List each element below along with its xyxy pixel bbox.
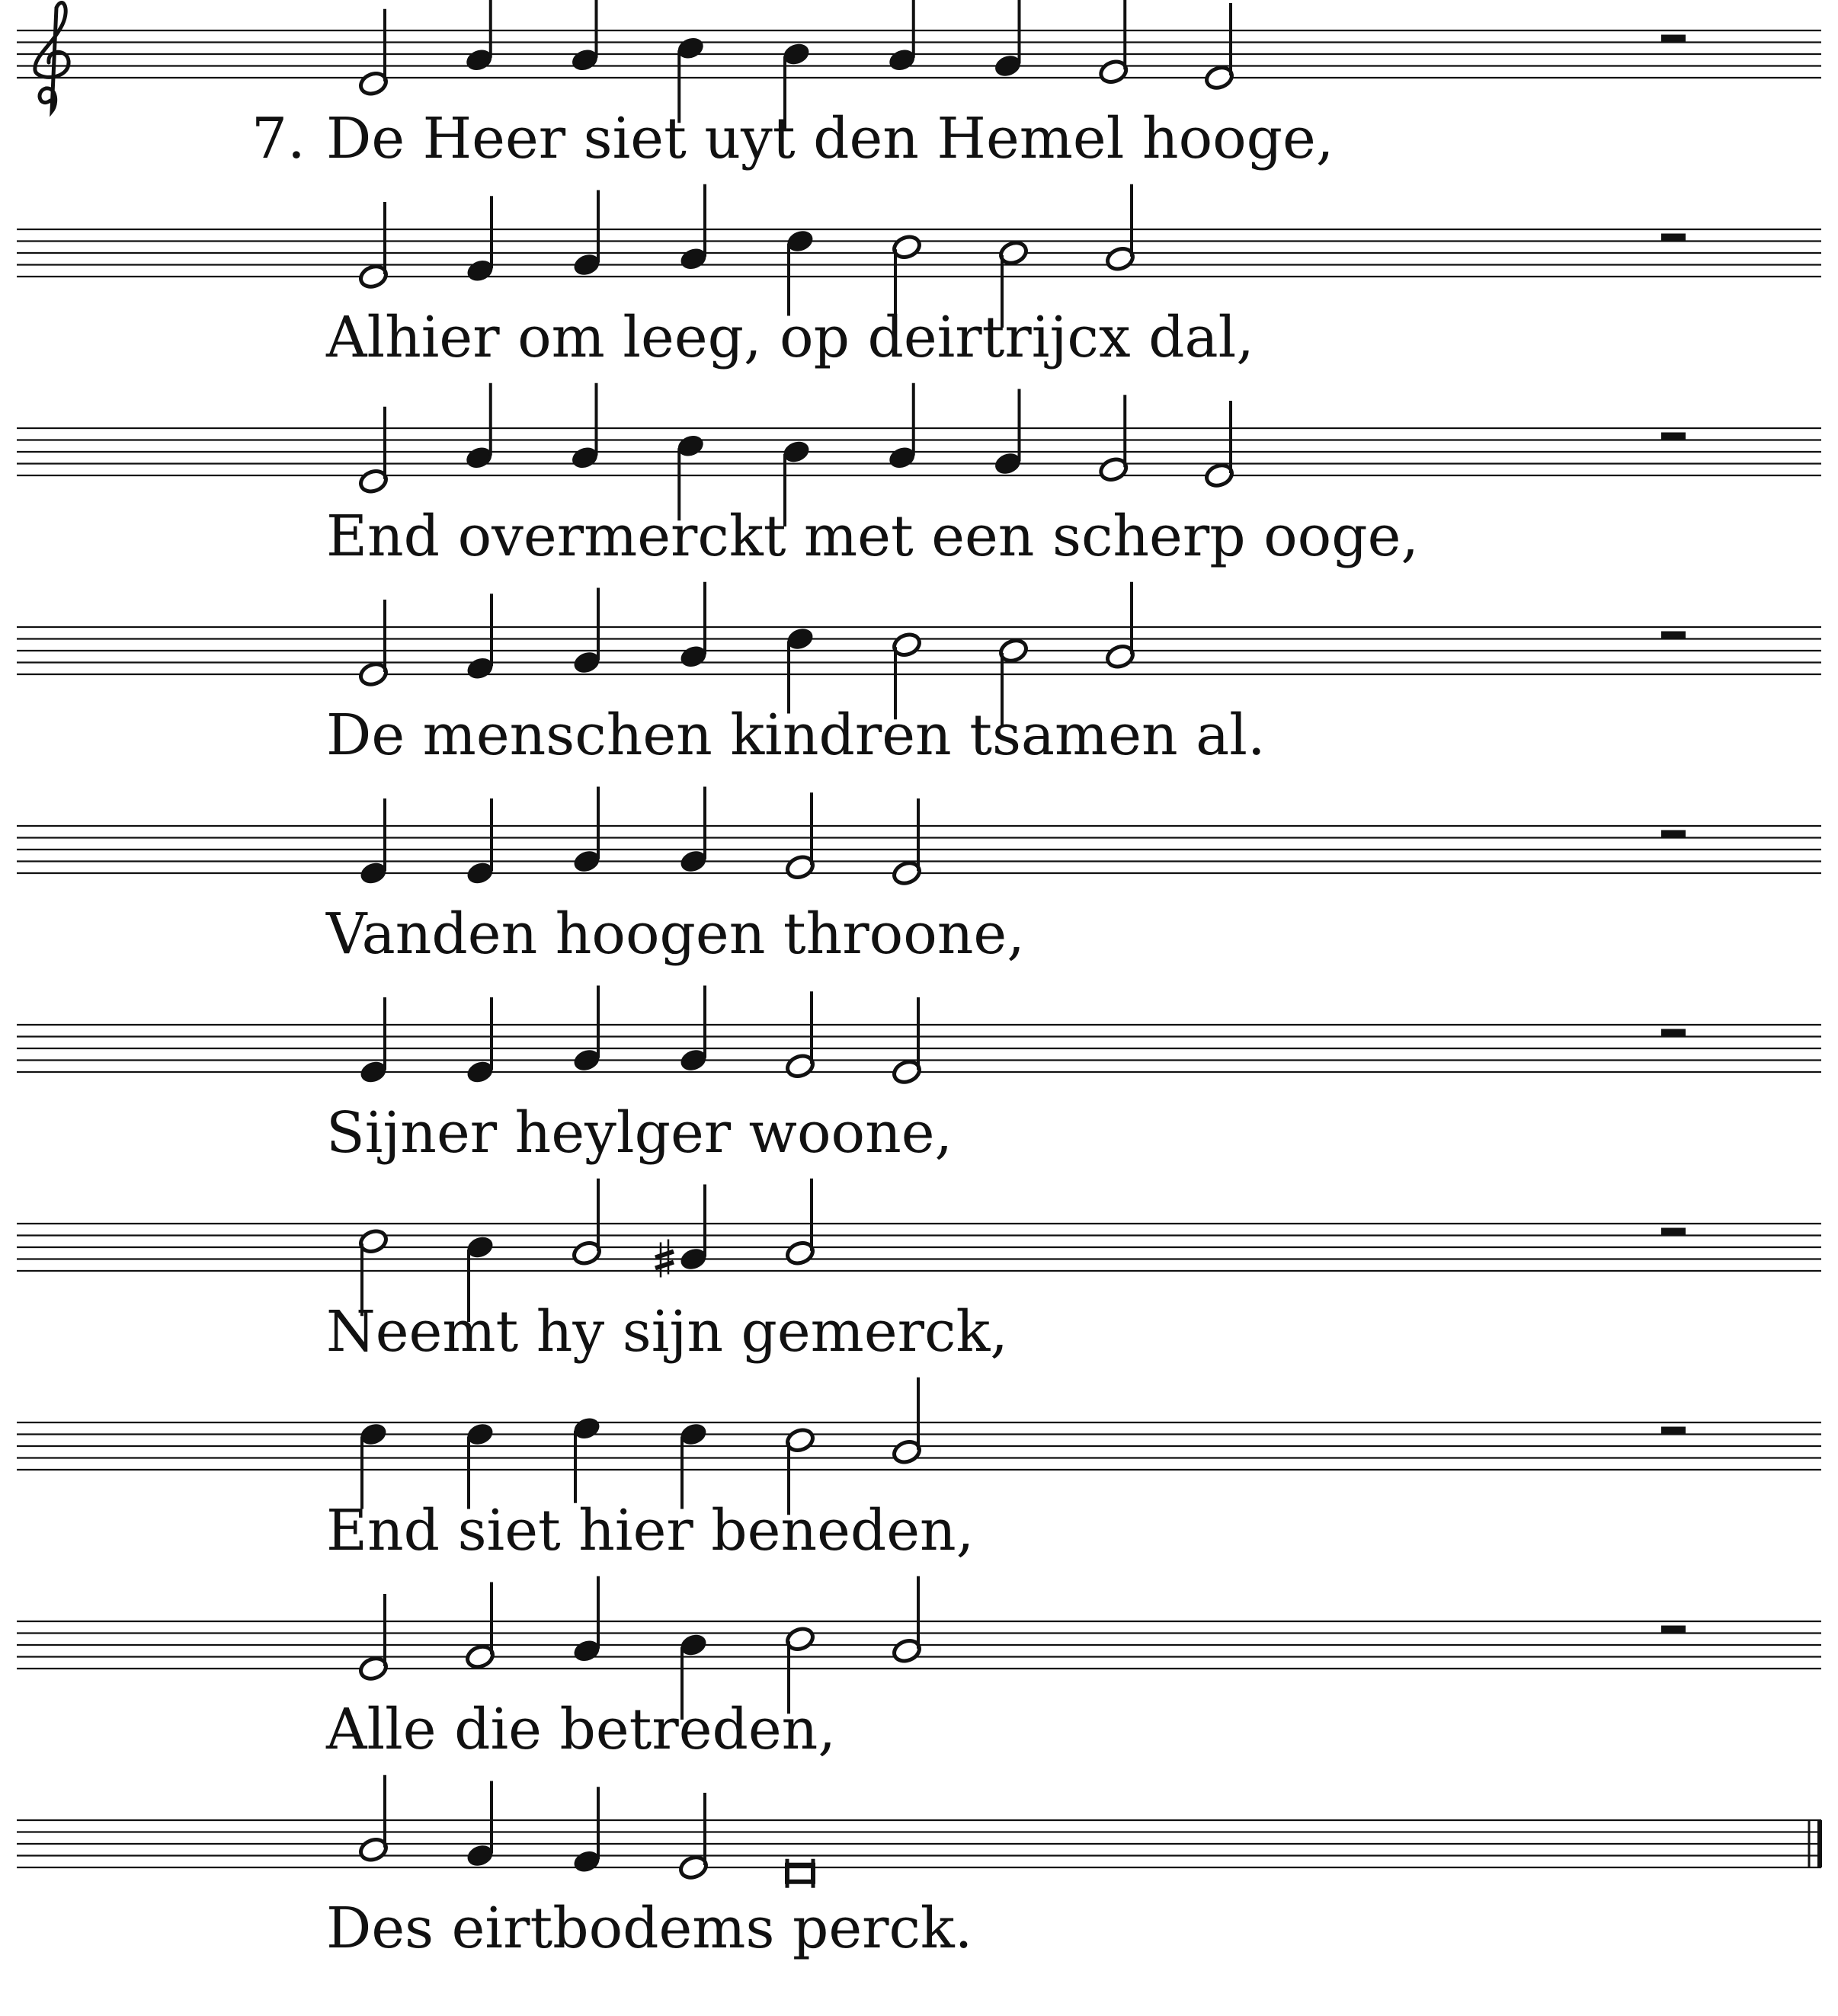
- note: [572, 1576, 603, 1665]
- note: [572, 1179, 603, 1267]
- note: [358, 997, 389, 1086]
- note: [678, 1793, 709, 1881]
- note: [465, 997, 496, 1086]
- half-rest-icon: [1661, 1427, 1686, 1435]
- note: [569, 383, 600, 472]
- staff: [17, 627, 1821, 674]
- staff: [17, 1820, 1821, 1867]
- note: [465, 1421, 496, 1509]
- note: [992, 389, 1023, 478]
- note: [678, 787, 709, 875]
- verse-number: 7.: [251, 106, 306, 171]
- half-rest-icon: [1661, 1029, 1686, 1038]
- note: [572, 190, 603, 279]
- note: [886, 383, 917, 472]
- note: [465, 196, 496, 284]
- note: [1204, 401, 1235, 489]
- note: [465, 798, 496, 887]
- half-rest-icon: [1661, 1626, 1686, 1634]
- note: [465, 594, 496, 682]
- half-rest-icon: [1661, 433, 1686, 441]
- note: [892, 798, 923, 887]
- note: [1105, 184, 1136, 273]
- note: [465, 1781, 496, 1870]
- note: [358, 202, 389, 290]
- note: [785, 1179, 816, 1267]
- note: [358, 1775, 389, 1864]
- half-rest-icon: [1661, 234, 1686, 242]
- note: [569, 0, 600, 74]
- lyric-line: End siet hier beneden,: [326, 1498, 975, 1563]
- note: [655, 1185, 709, 1278]
- note: [358, 1421, 389, 1509]
- note: [465, 1582, 496, 1671]
- note: [1105, 582, 1136, 670]
- lyric-line: Sijner heylger woone,: [326, 1100, 953, 1166]
- note: [358, 407, 389, 495]
- staff: [17, 1224, 1821, 1271]
- note: [785, 991, 816, 1080]
- lyric-line: Vanden hoogen throone,: [326, 901, 1025, 967]
- note: [463, 0, 495, 74]
- note: [572, 1415, 603, 1503]
- note: [678, 184, 709, 273]
- treble-clef-icon: [35, 3, 69, 111]
- half-rest-icon: [1661, 35, 1686, 43]
- note: [358, 9, 389, 98]
- lyric-line: Alle die betreden,: [326, 1697, 836, 1762]
- note: [787, 1859, 813, 1888]
- lyric-line: De Heer siet uyt den Hemel hooge,: [326, 106, 1334, 171]
- note: [785, 626, 816, 714]
- lyric-line: De menschen kindren tsamen al.: [326, 702, 1266, 768]
- staff: [17, 30, 1821, 78]
- lyric-line: Alhier om leeg, op deirtrijcx dal,: [326, 305, 1254, 370]
- note: [572, 1787, 603, 1875]
- lyric-line: Des eirtbodems perck.: [326, 1896, 973, 1961]
- note: [358, 600, 389, 688]
- note: [785, 228, 816, 316]
- note: [358, 798, 389, 887]
- note: [892, 1576, 923, 1665]
- note: [992, 0, 1023, 79]
- lyric-line: End overmerckt met een scherp ooge,: [326, 504, 1419, 569]
- note: [572, 588, 603, 677]
- half-rest-icon: [1661, 1228, 1686, 1237]
- note: [678, 582, 709, 670]
- note: [1098, 395, 1129, 483]
- staff: [17, 229, 1821, 277]
- staff: [17, 428, 1821, 475]
- note: [892, 997, 923, 1086]
- half-rest-icon: [1661, 830, 1686, 839]
- note: [572, 986, 603, 1074]
- note: [358, 1594, 389, 1682]
- note: [678, 986, 709, 1074]
- note: [785, 792, 816, 881]
- note: [572, 787, 603, 875]
- note: [892, 1378, 923, 1466]
- note: [1204, 3, 1235, 91]
- note: [886, 0, 917, 74]
- lyric-line: Neemt hy sijn gemerck,: [326, 1299, 1008, 1365]
- note: [463, 383, 495, 472]
- half-rest-icon: [1661, 632, 1686, 640]
- note: [678, 1421, 709, 1509]
